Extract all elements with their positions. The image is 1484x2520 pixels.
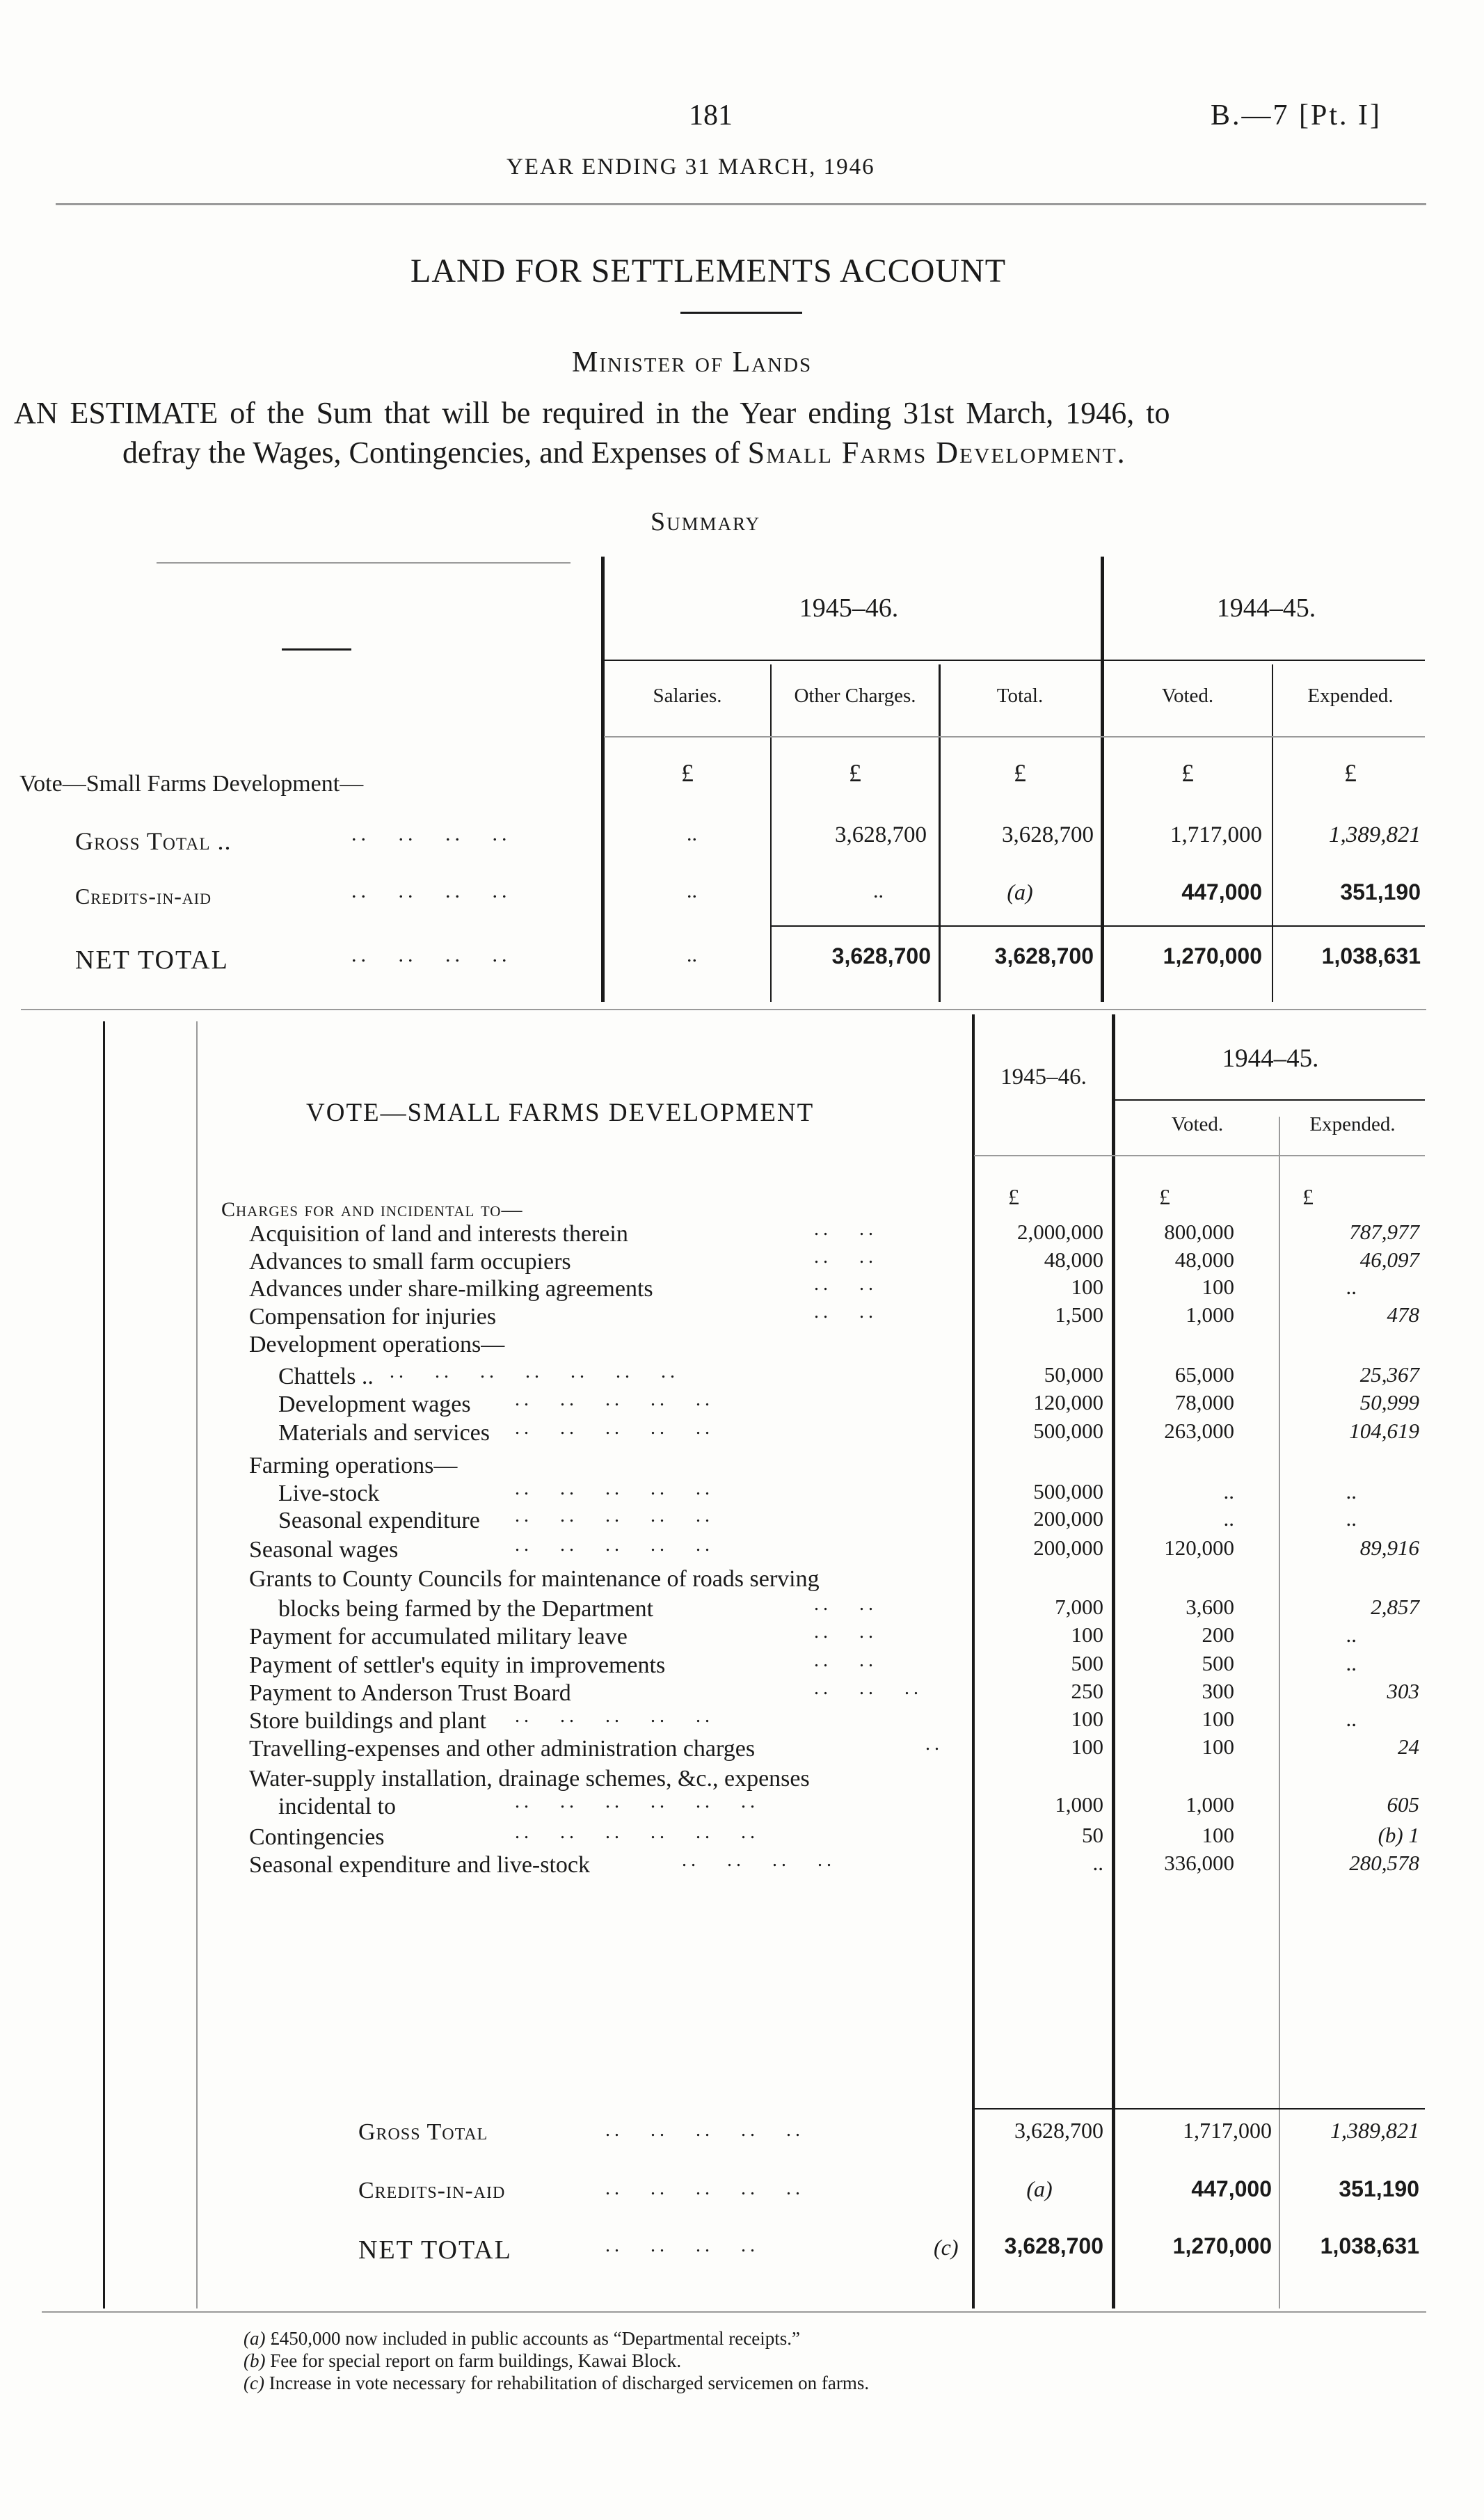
vote-cell-expended: .. — [1346, 1479, 1357, 1504]
footnote — [244, 2350, 681, 2372]
leader-dots: .. .. .. .. .. — [515, 1478, 714, 1499]
vote-cell-current: 500 — [1071, 1651, 1103, 1675]
summary-rule-expended — [1272, 664, 1273, 1002]
vote-year-current: 1945–46. — [1000, 1064, 1087, 1090]
vote-cell-voted: 48,000 — [1174, 1247, 1234, 1272]
summary-rule-top-left — [157, 562, 571, 564]
vote-item-label: Store buildings and plant — [249, 1708, 486, 1734]
summary-col-total: Total. — [996, 685, 1044, 707]
vote-total-marker: (c) — [934, 2235, 959, 2260]
vote-item-label: Payment of settler's equity in improvements — [249, 1652, 666, 1678]
vote-item-label: Travelling-expenses and other administration charges — [249, 1736, 756, 1762]
vote-item-label: Advances to small farm occupiers — [249, 1249, 571, 1275]
minister-line: Minister of Lands — [572, 346, 813, 378]
summary-cell-other: 3,628,700 — [831, 943, 931, 968]
vote-cell-voted: .. — [1223, 1479, 1234, 1504]
vote-cell-current: 120,000 — [1033, 1390, 1103, 1414]
summary-heading: Summary — [651, 507, 761, 536]
vote-cell-voted: 120,000 — [1164, 1536, 1234, 1560]
footnote-mark: (c) — [244, 2373, 269, 2393]
footnote-text: £450,000 now included in public accounts as “Departmental receipts.” — [270, 2328, 800, 2349]
vote-item-label: Seasonal wages — [249, 1537, 399, 1563]
vote-total-label: Credits-in-aid — [358, 2178, 506, 2203]
vote-cell-current: 200,000 — [1033, 1506, 1103, 1531]
vote-cell-voted: 200 — [1202, 1622, 1234, 1647]
summary-rule-mid — [1101, 557, 1104, 1002]
vote-cell-current: 100 — [1071, 1735, 1103, 1759]
summary-cell-expended: 351,190 — [1340, 879, 1421, 904]
vote-item-label: Farming operations— — [249, 1453, 458, 1478]
leader-dots: .. .. .. .. .. — [605, 2119, 804, 2141]
vote-col-voted: Voted. — [1171, 1113, 1224, 1135]
vote-cell-current: 200,000 — [1033, 1536, 1103, 1560]
vote-item-label: Payment for accumulated military leave — [249, 1624, 628, 1650]
summary-cell-voted: 447,000 — [1181, 879, 1262, 904]
vote-total-current: (a) — [1026, 2176, 1053, 2201]
vote-cell-current: 48,000 — [1044, 1247, 1103, 1272]
summary-cell-salaries: .. — [687, 822, 697, 845]
vote-rule-totals — [974, 2108, 1425, 2110]
summary-cell-expended: 1,389,821 — [1329, 822, 1421, 847]
vote-item-label: Materials and services — [278, 1420, 490, 1446]
vote-cell-expended: 280,578 — [1349, 1851, 1419, 1875]
leader-dots: .. .. .. .. .. — [515, 1417, 714, 1439]
vote-total-voted: 1,717,000 — [1183, 2118, 1272, 2143]
vote-cell-current: 500,000 — [1033, 1419, 1103, 1443]
summary-stub-dash — [282, 648, 351, 651]
footnote-mark: (a) — [244, 2328, 271, 2349]
summary-currency-total: £ — [1014, 759, 1026, 787]
vote-item-label: Acquisition of land and interests therein — [249, 1221, 628, 1247]
vote-item-label: Payment to Anderson Trust Board — [249, 1680, 571, 1706]
leader-dots: .. .. — [814, 1621, 877, 1643]
vote-cell-voted: 300 — [1202, 1679, 1234, 1703]
vote-rule-current — [972, 1014, 975, 2308]
summary-rule-left — [601, 557, 605, 1002]
vote-cell-expended: 787,977 — [1349, 1220, 1419, 1244]
vote-rule-colheads — [974, 1155, 1425, 1156]
vote-cell-expended: .. — [1346, 1506, 1357, 1531]
estimate-line-2-emphasis: Small Farms Development. — [747, 436, 1126, 470]
vote-item-label: blocks being farmed by the Department — [278, 1596, 654, 1622]
vote-cell-current: 1,500 — [1055, 1302, 1103, 1327]
vote-item-label: Chattels .. — [278, 1364, 374, 1389]
vote-heading: VOTE—SMALL FARMS DEVELOPMENT — [306, 1099, 815, 1127]
vote-cell-current: 50 — [1082, 1823, 1103, 1847]
leader-dots: .. .. .. .. — [682, 1849, 836, 1871]
vote-cell-expended: .. — [1346, 1622, 1357, 1647]
charges-heading: Charges for and incidental to— — [221, 1198, 523, 1221]
leader-dots: .. .. .. .. .. .. — [515, 1821, 759, 1843]
summary-col-other: Other Charges. — [794, 685, 916, 707]
summary-currency-voted: £ — [1181, 759, 1194, 787]
footnote-mark: (b) — [244, 2350, 271, 2371]
summary-rule-net — [771, 925, 1425, 927]
vote-cell-expended: 50,999 — [1359, 1390, 1419, 1414]
leader-dots: .. .. .. .. — [351, 943, 511, 966]
leader-dots: .. .. — [814, 1593, 877, 1615]
summary-col-salaries: Salaries. — [653, 685, 722, 707]
vote-total-expended: 351,190 — [1339, 2176, 1419, 2201]
leader-dots: .. .. .. .. .. — [515, 1705, 714, 1727]
vote-cell-voted: 100 — [1202, 1275, 1234, 1299]
vote-cell-voted: 100 — [1202, 1707, 1234, 1731]
summary-cell-total: (a) — [1007, 879, 1033, 904]
vote-cell-voted: 65,000 — [1174, 1362, 1234, 1387]
footnote-text: Increase in vote necessary for rehabilitation of discharged servicemen on farms. — [269, 2373, 870, 2393]
vote-total-expended: 1,389,821 — [1330, 2118, 1419, 2143]
summary-rule-years — [604, 660, 1425, 661]
vote-cell-expended: 25,367 — [1359, 1362, 1419, 1387]
vote-cell-current: .. — [1092, 1851, 1103, 1875]
vote-cell-voted: 800,000 — [1164, 1220, 1234, 1244]
vote-cell-current: 100 — [1071, 1707, 1103, 1731]
leader-dots: .. .. .. .. — [351, 879, 511, 902]
vote-cell-voted: 336,000 — [1164, 1851, 1234, 1875]
summary-currency-salaries: £ — [681, 759, 694, 787]
leader-dots: .. .. .. .. — [351, 822, 511, 845]
leader-dots: .. .. .. .. .. — [515, 1505, 714, 1526]
summary-row-label: NET TOTAL — [75, 946, 229, 975]
summary-rule-colheads — [604, 736, 1425, 737]
vote-cell-voted: 500 — [1202, 1651, 1234, 1675]
summary-cell-other: 3,628,700 — [835, 822, 927, 847]
estimate-line-2-text: defray the Wages, Contingencies, and Expenses of — [122, 436, 748, 470]
vote-rule-years — [1115, 1099, 1425, 1101]
vote-cell-voted: 100 — [1202, 1735, 1234, 1759]
vote-cell-voted: 1,000 — [1186, 1302, 1234, 1327]
vote-total-current: 3,628,700 — [1004, 2233, 1103, 2258]
vote-item-label: Development operations— — [249, 1332, 505, 1357]
vote-item-label: Contingencies — [249, 1824, 385, 1850]
summary-cell-voted: 1,270,000 — [1163, 943, 1262, 968]
vote-total-current: 3,628,700 — [1014, 2118, 1103, 2143]
vote-rule-voted — [1112, 1014, 1115, 2308]
summary-currency-other: £ — [849, 759, 861, 787]
vote-item-label: Compensation for injuries — [249, 1304, 497, 1330]
page-number: 181 — [689, 99, 733, 131]
page-title: LAND FOR SETTLEMENTS ACCOUNT — [410, 253, 1007, 289]
leader-dots: .. .. .. .. — [605, 2235, 759, 2256]
summary-rule-bottom — [21, 1009, 1426, 1010]
vote-cell-voted: .. — [1223, 1506, 1234, 1531]
leader-dots: .. .. — [814, 1246, 877, 1268]
summary-vote-label: Vote—Small Farms Development— — [19, 771, 364, 797]
vote-cell-expended: 303 — [1387, 1679, 1419, 1703]
estimate-line-1: AN ESTIMATE of the Sum that will be required in the Year ending 31st March, 1946, to — [14, 396, 1170, 430]
vote-rule-bottom — [42, 2311, 1426, 2313]
vote-col-expended: Expended. — [1309, 1113, 1396, 1135]
vote-currency-current: £ — [1008, 1184, 1019, 1209]
vote-total-label: Gross Total — [358, 2119, 488, 2145]
summary-cell-expended: 1,038,631 — [1321, 943, 1421, 968]
summary-col-expended: Expended. — [1307, 685, 1394, 707]
vote-total-expended: 1,038,631 — [1320, 2233, 1419, 2258]
leader-dots: .. .. — [814, 1273, 877, 1295]
summary-cell-salaries: .. — [687, 879, 697, 902]
leader-dots: .. .. .. .. .. — [515, 1389, 714, 1410]
vote-cell-current: 100 — [1071, 1275, 1103, 1299]
summary-cell-total: 3,628,700 — [994, 943, 1094, 968]
leader-dots: .. .. — [814, 1301, 877, 1323]
vote-cell-current: 2,000,000 — [1017, 1220, 1103, 1244]
vote-item-label: Advances under share-milking agreements — [249, 1276, 653, 1302]
leader-dots: .. .. .. .. .. .. — [515, 1791, 759, 1812]
vote-cell-expended: 2,857 — [1371, 1595, 1419, 1619]
estimate-line-2 — [122, 435, 1126, 470]
title-rule — [680, 312, 802, 314]
vote-rule-left-inner — [196, 1021, 198, 2308]
vote-cell-expended: .. — [1346, 1707, 1357, 1731]
vote-cell-expended: 89,916 — [1359, 1536, 1419, 1560]
footnote — [244, 2373, 869, 2394]
vote-item-label: Grants to County Councils for maintenance of roads serving — [249, 1566, 820, 1592]
leader-dots: .. .. — [814, 1218, 877, 1240]
vote-total-voted: 1,270,000 — [1172, 2233, 1272, 2258]
vote-cell-voted: 1,000 — [1186, 1792, 1234, 1817]
header-rule — [56, 203, 1426, 205]
vote-item-label: Seasonal expenditure and live-stock — [249, 1852, 591, 1878]
summary-cell-other: .. — [873, 879, 884, 902]
summary-cell-voted: 1,717,000 — [1170, 822, 1262, 847]
vote-cell-expended: 24 — [1398, 1735, 1419, 1759]
summary-col-voted: Voted. — [1161, 685, 1214, 707]
vote-currency-expended: £ — [1302, 1184, 1314, 1209]
footnote-text: Fee for special report on farm buildings, Kawai Block. — [270, 2350, 682, 2371]
vote-item-label: Live-stock — [278, 1481, 380, 1506]
vote-cell-current: 250 — [1071, 1679, 1103, 1703]
summary-row-label: Gross Total .. — [75, 827, 232, 855]
vote-currency-voted: £ — [1159, 1184, 1170, 1209]
vote-item-label: Development wages — [278, 1391, 471, 1417]
vote-total-voted: 447,000 — [1191, 2176, 1272, 2201]
vote-cell-expended: (b) 1 — [1378, 1823, 1419, 1847]
leader-dots: .. .. .. .. .. — [515, 1534, 714, 1556]
vote-item-label: Seasonal expenditure — [278, 1508, 480, 1533]
leader-dots: .. .. .. .. .. .. .. — [390, 1361, 679, 1382]
vote-cell-voted: 263,000 — [1164, 1419, 1234, 1443]
leader-dots: .. — [925, 1733, 943, 1755]
vote-cell-expended: 104,619 — [1349, 1419, 1419, 1443]
vote-total-label: NET TOTAL — [358, 2235, 512, 2265]
vote-cell-expended: 478 — [1387, 1302, 1419, 1327]
vote-item-label: Water-supply installation, drainage schemes, &c., expenses — [249, 1766, 810, 1792]
vote-cell-expended: .. — [1346, 1651, 1357, 1675]
vote-cell-voted: 100 — [1202, 1823, 1234, 1847]
summary-rule-other — [770, 664, 772, 1002]
document-reference: B.—7 [Pt. I] — [1211, 99, 1382, 131]
summary-cell-salaries: .. — [687, 943, 697, 966]
summary-row-label: Credits-in-aid — [75, 884, 212, 909]
footnote — [244, 2328, 800, 2350]
leader-dots: .. .. .. — [814, 1677, 923, 1699]
vote-cell-expended: 605 — [1387, 1792, 1419, 1817]
vote-cell-voted: 3,600 — [1186, 1595, 1234, 1619]
vote-cell-current: 500,000 — [1033, 1479, 1103, 1504]
summary-year-current: 1945–46. — [799, 593, 899, 623]
vote-cell-voted: 78,000 — [1174, 1390, 1234, 1414]
vote-rule-left — [103, 1021, 105, 2308]
vote-cell-current: 50,000 — [1044, 1362, 1103, 1387]
leader-dots: .. .. .. .. .. — [605, 2178, 804, 2199]
vote-cell-expended: .. — [1346, 1275, 1357, 1299]
vote-cell-current: 1,000 — [1055, 1792, 1103, 1817]
vote-cell-current: 7,000 — [1055, 1595, 1103, 1619]
vote-year-previous: 1944–45. — [1222, 1044, 1319, 1073]
year-line: YEAR ENDING 31 MARCH, 1946 — [506, 154, 875, 180]
summary-year-previous: 1944–45. — [1216, 593, 1316, 623]
vote-cell-current: 100 — [1071, 1622, 1103, 1647]
summary-currency-expended: £ — [1344, 759, 1357, 787]
summary-cell-total: 3,628,700 — [1002, 822, 1094, 847]
vote-cell-expended: 46,097 — [1359, 1247, 1419, 1272]
leader-dots: .. .. — [814, 1650, 877, 1671]
vote-item-label: incidental to — [278, 1794, 397, 1819]
